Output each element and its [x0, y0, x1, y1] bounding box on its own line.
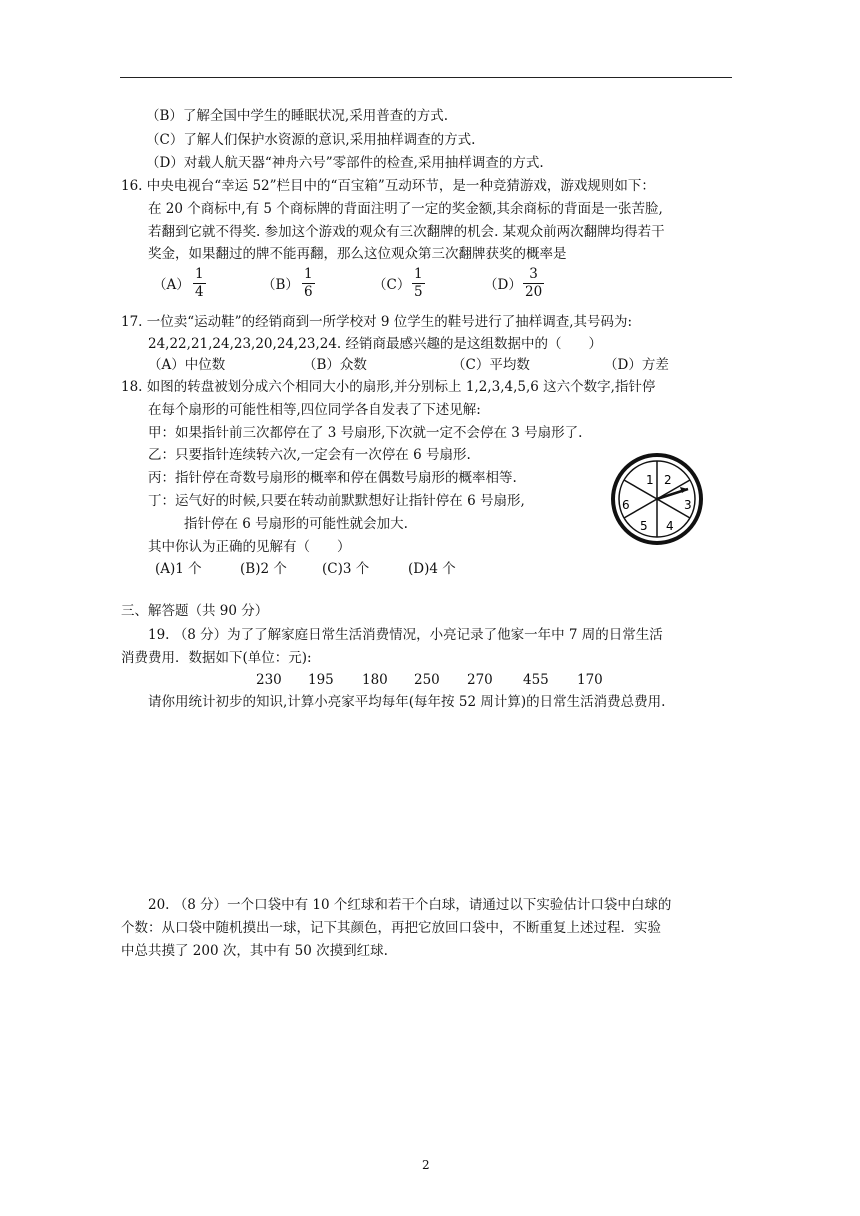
q17-option-d: （D）方差 [604, 357, 669, 373]
q19-data-row [256, 671, 603, 689]
data-value: 170 [577, 672, 603, 688]
q16-option-d-label: （D） [484, 277, 522, 293]
q17-line-1: 17. 一位卖“运动鞋”的经销商到一所学校对 9 位学生的鞋号进行了抽样调查,其号码为: [121, 314, 633, 330]
section-heading: 三、解答题（共 90 分） [121, 603, 269, 619]
data-value: 270 [467, 672, 493, 688]
fraction-numerator: 1 [304, 266, 313, 282]
fraction-denominator: 20 [525, 284, 543, 300]
q17-option-b: （B）众数 [303, 357, 367, 373]
spinner-figure [602, 452, 712, 548]
q16-option-d-fraction [523, 267, 544, 300]
q17-option-a: （A）中位数 [148, 357, 226, 373]
q20-line-3: 中总共摸了 200 次，其中有 50 次摸到红球. [121, 943, 388, 959]
fraction-denominator: 6 [304, 284, 313, 300]
q16-line-3: 若翻到它就不得奖. 参加这个游戏的观众有三次翻牌的机会. 某观众前两次翻牌均得若干 [148, 224, 665, 240]
q18-statement-jia: 甲：如果指针前三次都停在了 3 号扇形,下次就一定不会停在 3 号扇形了. [148, 425, 583, 441]
q18-line-1: 18. 如图的转盘被划分成六个相同大小的扇形,并分别标上 1,2,3,4,5,6 这六个数字,指针停 [121, 379, 656, 395]
q16-option-c-label: （C） [373, 277, 411, 293]
q16-line-1: 16. 中央电视台“幸运 52”栏目中的“百宝箱”互动环节，是一种竞猜游戏，游戏规则如下： [121, 178, 655, 194]
q16-option-a-fraction [193, 267, 206, 300]
header-rule [120, 77, 732, 78]
q17-line-2: 24,22,21,24,23,20,24,23,24. 经销商最感兴趣的是这组数据中的（ ） [148, 336, 603, 352]
q20-line-2: 个数：从口袋中随机摸出一球，记下其颜色，再把它放回口袋中，不断重复上述过程．实验 [121, 920, 661, 936]
q20-line-1: 20. （8 分）一个口袋中有 10 个红球和若干个白球，请通过以下实验估计口袋中白球的 [148, 897, 672, 913]
sector-label: 2 [664, 473, 672, 487]
sector-label: 3 [684, 498, 692, 512]
sector-label: 1 [646, 473, 654, 487]
q16-line-2: 在 20 个商标中,有 5 个商标牌的背面注明了一定的奖金额,其余商标的背面是一张苦脸, [148, 201, 663, 217]
data-value: 195 [308, 672, 334, 688]
fraction-numerator: 1 [195, 266, 204, 282]
q18-option-a: (A)1 个 [155, 561, 202, 577]
q18-statement-ding: 丁：运气好的时候,只要在转动前默默想好让指针停在 6 号扇形, [148, 493, 525, 509]
q18-statement-yi: 乙：只要指针连续转六次,一定会有一次停在 6 号扇形. [148, 447, 471, 463]
q18-option-b: (B)2 个 [240, 561, 287, 577]
page-number: 2 [422, 1158, 430, 1172]
q17-option-c: （C）平均数 [452, 357, 530, 373]
q18-line-2: 在每个扇形的可能性相等,四位同学各自发表了下述见解: [148, 402, 481, 418]
sector-label: 4 [666, 519, 674, 533]
fraction-numerator: 3 [529, 266, 538, 282]
data-value: 455 [523, 672, 549, 688]
q18-option-d: (D)4 个 [408, 561, 456, 577]
q18-statement-bing: 丙：指针停在奇数号扇形的概率和停在偶数号扇形的概率相等. [148, 470, 517, 486]
data-value: 250 [414, 672, 440, 688]
q18-statement-ding-cont: 指针停在 6 号扇形的可能性就会加大. [184, 516, 408, 532]
data-value: 180 [362, 672, 388, 688]
q19-line-1: 19. （8 分）为了了解家庭日常生活消费情况，小亮记录了他家一年中 7 周的日常生活 [148, 627, 663, 643]
q15-option-b: （B）了解全国中学生的睡眠状况,采用普查的方式. [146, 108, 449, 124]
q18-question: 其中你认为正确的见解有（ ） [148, 539, 351, 555]
q18-option-c: (C)3 个 [322, 561, 370, 577]
fraction-denominator: 5 [414, 284, 423, 300]
q16-option-c-fraction [412, 267, 425, 300]
data-value: 230 [256, 672, 282, 688]
q15-option-c: （C）了解人们保护水资源的意识,采用抽样调查的方式. [146, 132, 476, 148]
q16-option-b-fraction [302, 267, 315, 300]
q16-option-b-label: （B） [262, 277, 299, 293]
sector-label: 5 [640, 519, 648, 533]
q19-line-3: 请你用统计初步的知识,计算小亮家平均每年(每年按 52 周计算)的日常生活消费总费用. [148, 694, 666, 710]
fraction-denominator: 4 [195, 284, 204, 300]
q15-option-d: （D）对载人航天器“神舟六号”零部件的检查,采用抽样调查的方式. [146, 155, 544, 171]
q16-option-a-label: （A） [153, 277, 190, 293]
q16-line-4: 奖金，如果翻过的牌不能再翻，那么这位观众第三次翻牌获奖的概率是 [148, 246, 567, 262]
q19-line-2: 消费费用．数据如下(单位：元): [121, 650, 312, 666]
fraction-numerator: 1 [414, 266, 423, 282]
sector-label: 6 [622, 498, 630, 512]
